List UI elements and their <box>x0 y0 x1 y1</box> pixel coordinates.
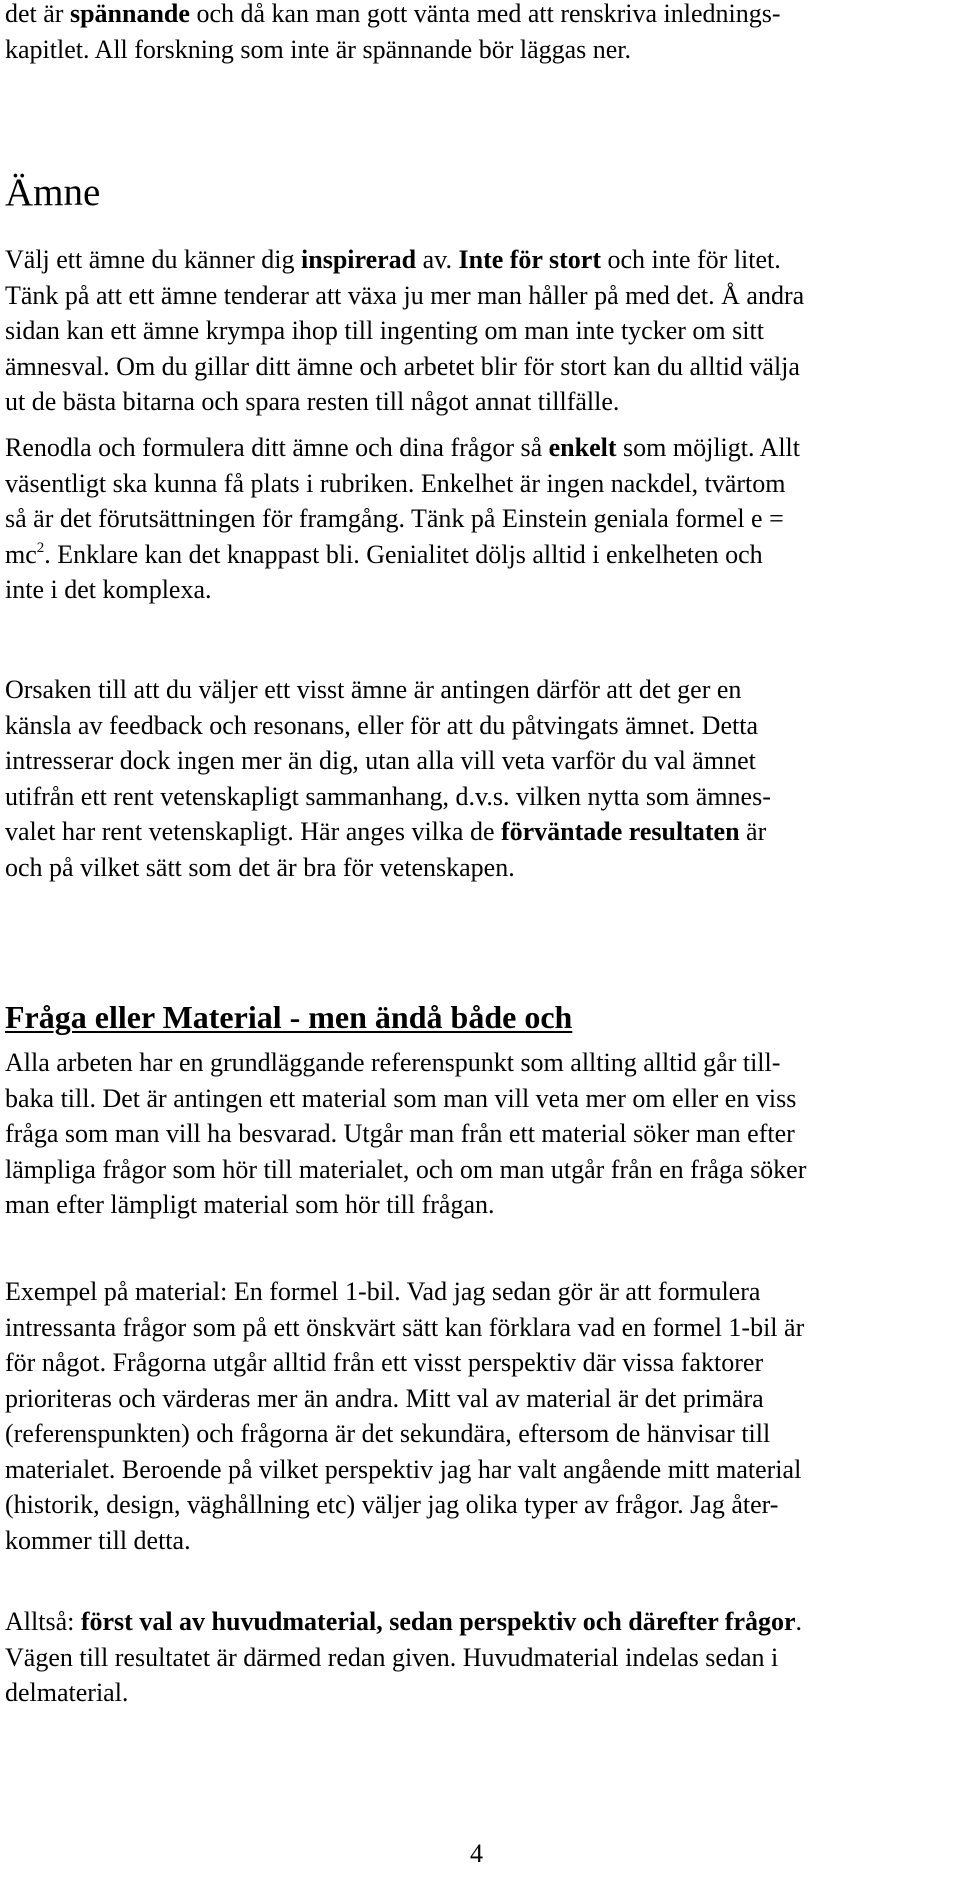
text-line: utifrån ett rent vetenskapligt sammanhang, d.v.s. vilken nytta som ämnes- <box>5 781 771 811</box>
fraga-paragraph-2 <box>5 1274 945 1558</box>
text-line <box>5 814 945 850</box>
text-run: det är <box>5 0 70 28</box>
text-run: Renodla och formulera ditt ämne och dina frågor så <box>5 433 549 462</box>
text-line <box>5 242 945 278</box>
text-line: lämpliga frågor som hör till materialet, och om man utgår från en fråga söker <box>5 1154 807 1184</box>
text-line <box>5 1604 945 1640</box>
bold-text: förväntade resultaten <box>500 817 740 846</box>
text-run: valet har rent vetenskapligt. Här anges vilka de <box>5 817 501 846</box>
amne-paragraph-3 <box>5 672 945 885</box>
text-line: materialet. Beroende på vilket perspektiv jag har valt angående mitt material <box>5 1454 802 1484</box>
text-line: inte i det komplexa. <box>5 575 212 604</box>
text-line <box>5 0 945 32</box>
text-line: Exempel på material: En formel 1-bil. Vad jag sedan gör är att formulera <box>5 1277 761 1306</box>
text-line: för något. Frågorna utgår alltid från ett visst perspektiv där vissa faktorer <box>5 1348 764 1377</box>
text-run: är <box>739 817 767 846</box>
text-line: Tänk på att ett ämne tenderar att växa ju mer man håller på med det. Å andra <box>5 280 805 310</box>
bold-text: spännande <box>69 0 190 28</box>
text-line <box>5 430 945 466</box>
bold-text: Inte för stort <box>458 245 601 274</box>
superscript: 2 <box>36 539 45 556</box>
section-heading-fraga: Fråga eller Material - men ändå både och <box>5 999 573 1035</box>
text-line: fråga som man vill ha besvarad. Utgår man från ett material söker man efter <box>5 1119 795 1148</box>
text-run: som möjligt. Allt <box>616 433 801 462</box>
amne-paragraph-1 <box>5 242 945 420</box>
text-line: Orsaken till att du väljer ett visst ämne är antingen därför att det ger en <box>5 675 742 704</box>
text-line: kommer till detta. <box>5 1525 191 1555</box>
text-line: intresserar dock ingen mer än dig, utan alla vill veta varför du val ämnet <box>5 746 756 775</box>
text-run: . <box>795 1607 803 1636</box>
text-run: och då kan man gott vänta med att renskriva inlednings- <box>189 0 781 28</box>
bold-text: enkelt <box>548 433 617 462</box>
fraga-paragraph-1 <box>5 1045 945 1223</box>
text-line: sidan kan ett ämne krympa ihop till ingenting om man inte tycker om sitt <box>5 316 764 345</box>
text-line: och på vilket sätt som det är bra för vetenskapen. <box>5 852 515 882</box>
text-run: Välj ett ämne du känner dig <box>5 245 302 274</box>
text-line <box>5 537 945 573</box>
text-line: delmaterial. <box>5 1678 129 1707</box>
text-run: Alltså: <box>5 1607 81 1636</box>
text-line: Alla arbeten har en grundläggande referenspunkt som allting alltid går till- <box>5 1048 781 1077</box>
text-run: mc <box>5 539 37 569</box>
text-line: Vägen till resultatet är därmed redan given. Huvudmaterial indelas sedan i <box>5 1642 779 1672</box>
amne-paragraph-2 <box>5 430 945 608</box>
bold-text: inspirerad <box>301 245 417 274</box>
bold-text: först val av huvudmaterial, sedan perspektiv och därefter frågor <box>80 1607 796 1636</box>
text-line: kapitlet. All forskning som inte är spännande bör läggas ner. <box>5 34 632 64</box>
text-line: ut de bästa bitarna och spara resten till något annat tillfälle. <box>5 387 620 416</box>
fraga-paragraph-3 <box>5 1604 945 1711</box>
text-line: så är det förutsättningen för framgång. Tänk på Einstein geniala formel e = <box>5 504 784 533</box>
text-line: (referenspunkten) och frågorna är det sekundära, eftersom de hänvisar till <box>5 1419 771 1448</box>
text-run: av. <box>416 245 459 274</box>
text-line: prioriteras och värderas mer än andra. Mitt val av material är det primära <box>5 1383 764 1413</box>
text-line: intressanta frågor som på ett önskvärt sätt kan förklara vad en formel 1-bil är <box>5 1312 805 1342</box>
text-run: och inte för litet. <box>600 245 781 274</box>
page-number: 4 <box>470 1839 483 1868</box>
section-heading-amne: Ämne <box>5 171 101 214</box>
text-line: väsentligt ska kunna få plats i rubriken. Enkelhet är ingen nackdel, tvärtom <box>5 468 786 498</box>
text-line: (historik, design, väghållning etc) väljer jag olika typer av frågor. Jag åter- <box>5 1490 779 1519</box>
text-run: . Enklare kan det knappast bli. Genialitet döljs alltid i enkelheten och <box>44 539 763 569</box>
text-line: ämnesval. Om du gillar ditt ämne och arbetet blir för stort kan du alltid välja <box>5 351 800 381</box>
intro-paragraph <box>5 0 945 67</box>
text-line: man efter lämpligt material som hör till frågan. <box>5 1190 495 1219</box>
text-line: baka till. Det är antingen ett material som man vill veta mer om eller en viss <box>5 1083 797 1113</box>
text-line: känsla av feedback och resonans, eller för att du påtvingats ämnet. Detta <box>5 710 758 740</box>
